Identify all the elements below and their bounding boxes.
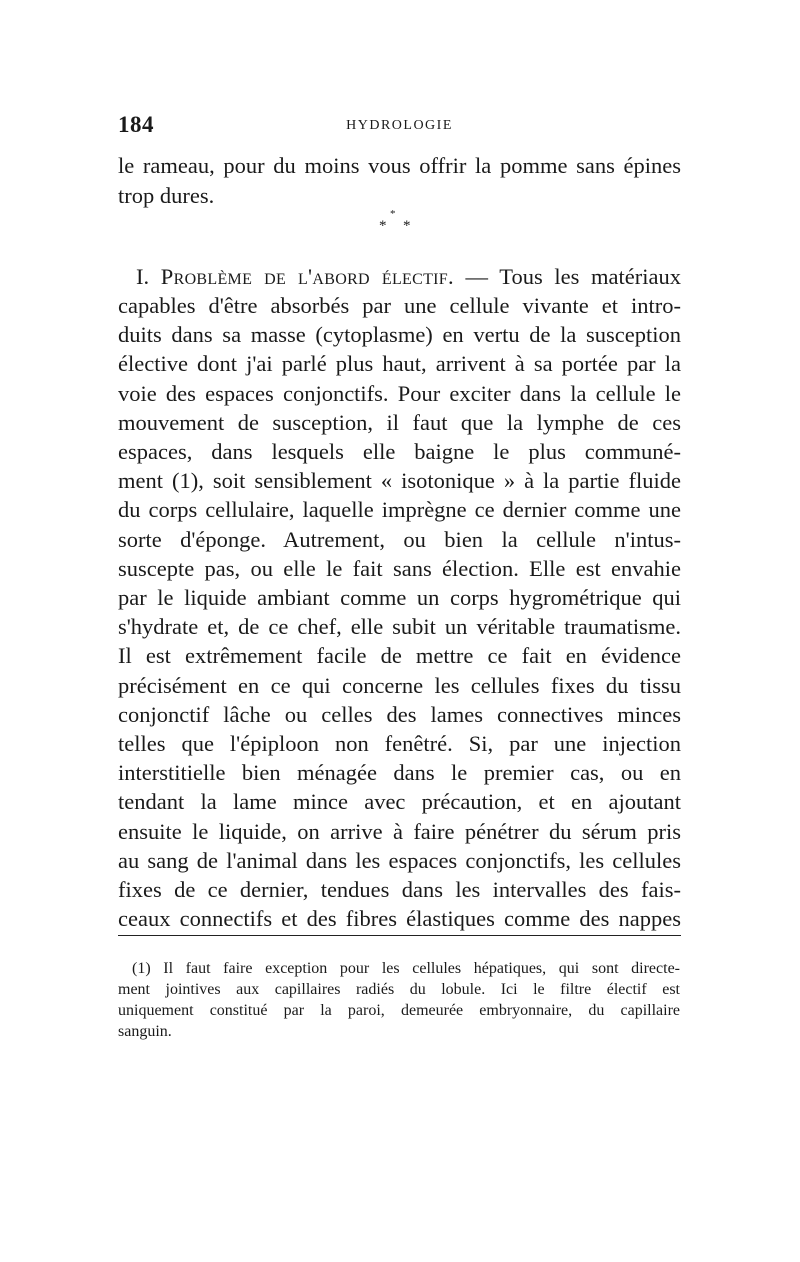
body-line: le rameau, pour du moins vous offrir la pomme sans épines [118,153,681,178]
body-line: ment (1), soit sensiblement « isotonique » à la partie fluide [118,468,681,494]
body-line: conjonctif lâche ou celles des lames connectives minces [118,701,681,727]
body-line: Il est extrêmement facile de mettre ce fait en évidence [118,643,681,669]
section-number: I. [136,263,150,289]
body-line: espaces, dans lesquels elle baigne le plus communé- [118,439,681,464]
body-line: sorte d'éponge. Autrement, ou bien la cellule n'intus- [118,526,681,552]
body-line: ceaux connectifs et des fibres élastiques comme des nappes [118,906,681,932]
asterism [0,208,800,242]
asterism-star: * [379,218,387,234]
footnote-line: sanguin. [118,1023,172,1040]
page-number: 184 [118,112,154,137]
body-line: voie des espaces conjonctifs. Pour exciter dans la cellule le [118,380,681,406]
running-head: HYDROLOGIE [346,118,453,133]
page-header [118,112,681,142]
section-title: Problème de l'abord électif. [160,263,454,289]
body-line: tendant la lame mince avec précaution, et en ajoutant [118,789,681,815]
footnote-line: (1) Il faut faire exception pour les cellules hépatiques, qui sont directe- [132,960,680,977]
section-heading-line [136,264,681,290]
body-line: au sang de l'animal dans les espaces conjonctifs, les cellules [118,847,681,873]
body-line: duits dans sa masse (cytoplasme) en vertu de la susception [118,322,681,348]
body-line: interstitielle bien ménagée dans le premier cas, ou en [118,760,681,786]
footnote-line: ment jointives aux capillaires radiés du lobule. Ici le filtre électif est [118,981,680,998]
body-line: élective dont j'ai parlé plus haut, arrivent à sa portée par la [118,351,681,377]
body-line: capables d'être absorbés par une cellule vivante et intro- [118,293,681,318]
footnote-line: uniquement constitué par la paroi, demeurée embryonnaire, du capillaire [118,1002,680,1019]
section-dash: — [465,263,489,289]
asterism-star: * [390,208,396,220]
body-line: fixes de ce dernier, tendues dans les intervalles des fais- [118,877,681,902]
body-line: ensuite le liquide, on arrive à faire pénétrer du sérum pris [118,818,681,844]
body-line: mouvement de susception, il faut que la lymphe de ces [118,409,681,435]
body-line: s'hydrate et, de ce chef, elle subit un véritable traumatisme. [118,614,681,640]
body-line: par le liquide ambiant comme un corps hygrométrique qui [118,585,681,610]
asterism-star: * [403,218,411,234]
body-line: précisément en ce qui concerne les cellules fixes du tissu [118,672,681,698]
body-line: suscepte pas, ou elle le fait sans élection. Elle est envahie [118,555,681,581]
footnote-rule [118,935,681,936]
body-line: du corps cellulaire, laquelle imprègne ce dernier comme une [118,497,681,523]
body-line: telles que l'épiploon non fenêtré. Si, par une injection [118,731,681,756]
body-line: trop dures. [118,183,215,208]
section-first-line-text: Tous les matériaux [499,263,681,289]
